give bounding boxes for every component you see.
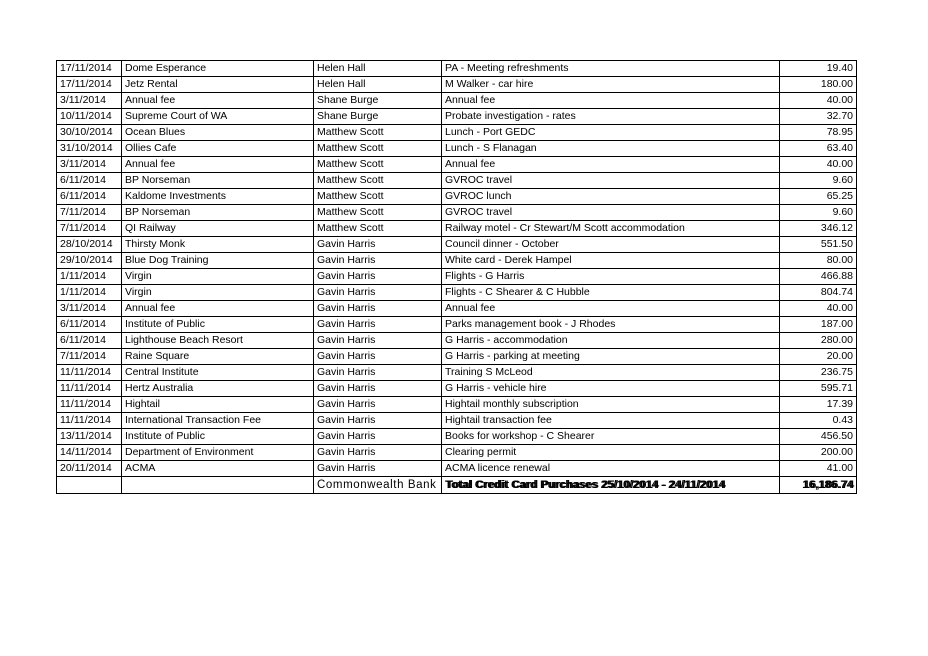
table-row — [57, 237, 857, 253]
date-cell: 29/10/2014 — [57, 253, 122, 269]
cardholder-cell: Matthew Scott — [314, 173, 442, 189]
description-cell: Probate investigation - rates — [442, 109, 780, 125]
cardholder-cell: Gavin Harris — [314, 301, 442, 317]
cardholder-cell: Gavin Harris — [314, 365, 442, 381]
table-body — [57, 61, 857, 494]
total-label-cell: Total Credit Card Purchases 25/10/2014 - 24/11/2014 — [442, 477, 780, 494]
amount-cell: 40.00 — [780, 301, 857, 317]
table-row — [57, 141, 857, 157]
description-cell: Annual fee — [442, 157, 780, 173]
table-row — [57, 301, 857, 317]
supplier-cell: Supreme Court of WA — [122, 109, 314, 125]
cardholder-cell: Gavin Harris — [314, 381, 442, 397]
amount-cell: 200.00 — [780, 445, 857, 461]
date-cell: 7/11/2014 — [57, 221, 122, 237]
supplier-cell: Institute of Public — [122, 429, 314, 445]
table-row — [57, 189, 857, 205]
supplier-cell: Annual fee — [122, 93, 314, 109]
date-cell: 1/11/2014 — [57, 269, 122, 285]
table-row — [57, 461, 857, 477]
description-cell: Parks management book - J Rhodes — [442, 317, 780, 333]
table-row — [57, 157, 857, 173]
table-row — [57, 109, 857, 125]
supplier-cell: Thirsty Monk — [122, 237, 314, 253]
table-row — [57, 317, 857, 333]
supplier-cell: Hightail — [122, 397, 314, 413]
date-cell: 20/11/2014 — [57, 461, 122, 477]
date-cell: 31/10/2014 — [57, 141, 122, 157]
credit-card-purchases-table — [56, 60, 857, 494]
supplier-cell: Annual fee — [122, 157, 314, 173]
cardholder-cell: Matthew Scott — [314, 189, 442, 205]
cardholder-cell: Matthew Scott — [314, 205, 442, 221]
date-cell: 11/11/2014 — [57, 381, 122, 397]
description-cell: White card - Derek Hampel — [442, 253, 780, 269]
table-row — [57, 365, 857, 381]
date-cell: 17/11/2014 — [57, 61, 122, 77]
amount-cell: 19.40 — [780, 61, 857, 77]
table-row — [57, 61, 857, 77]
cardholder-cell: Gavin Harris — [314, 413, 442, 429]
date-cell: 6/11/2014 — [57, 317, 122, 333]
total-row — [57, 477, 857, 494]
amount-cell: 466.88 — [780, 269, 857, 285]
amount-cell: 0.43 — [780, 413, 857, 429]
cardholder-cell: Matthew Scott — [314, 157, 442, 173]
cardholder-cell: Shane Burge — [314, 109, 442, 125]
table-row — [57, 333, 857, 349]
cardholder-cell: Gavin Harris — [314, 333, 442, 349]
date-cell: 11/11/2014 — [57, 397, 122, 413]
amount-cell: 63.40 — [780, 141, 857, 157]
description-cell: Lunch - Port GEDC — [442, 125, 780, 141]
amount-cell: 9.60 — [780, 173, 857, 189]
amount-cell: 236.75 — [780, 365, 857, 381]
supplier-cell: Dome Esperance — [122, 61, 314, 77]
description-cell: PA - Meeting refreshments — [442, 61, 780, 77]
amount-cell: 17.39 — [780, 397, 857, 413]
description-cell: Flights - C Shearer & C Hubble — [442, 285, 780, 301]
table-row — [57, 125, 857, 141]
amount-cell: 32.70 — [780, 109, 857, 125]
table-row — [57, 269, 857, 285]
total-date-cell — [57, 477, 122, 494]
cardholder-cell: Gavin Harris — [314, 253, 442, 269]
supplier-cell: Jetz Rental — [122, 77, 314, 93]
date-cell: 28/10/2014 — [57, 237, 122, 253]
cardholder-cell: Gavin Harris — [314, 397, 442, 413]
table-row — [57, 381, 857, 397]
date-cell: 10/11/2014 — [57, 109, 122, 125]
date-cell: 13/11/2014 — [57, 429, 122, 445]
cardholder-cell: Shane Burge — [314, 93, 442, 109]
amount-cell: 187.00 — [780, 317, 857, 333]
description-cell: G Harris - parking at meeting — [442, 349, 780, 365]
supplier-cell: QI Railway — [122, 221, 314, 237]
date-cell: 3/11/2014 — [57, 93, 122, 109]
amount-cell: 456.50 — [780, 429, 857, 445]
amount-cell: 180.00 — [780, 77, 857, 93]
table-row — [57, 285, 857, 301]
supplier-cell: Ollies Cafe — [122, 141, 314, 157]
date-cell: 7/11/2014 — [57, 205, 122, 221]
amount-cell: 80.00 — [780, 253, 857, 269]
cardholder-cell: Gavin Harris — [314, 269, 442, 285]
table-row — [57, 93, 857, 109]
description-cell: GVROC lunch — [442, 189, 780, 205]
cardholder-cell: Helen Hall — [314, 61, 442, 77]
date-cell: 30/10/2014 — [57, 125, 122, 141]
description-cell: Lunch - S Flanagan — [442, 141, 780, 157]
supplier-cell: Virgin — [122, 285, 314, 301]
supplier-cell: Central Institute — [122, 365, 314, 381]
bank-name-cell: Commonwealth Bank — [314, 477, 442, 494]
date-cell: 1/11/2014 — [57, 285, 122, 301]
cardholder-cell: Matthew Scott — [314, 221, 442, 237]
date-cell: 14/11/2014 — [57, 445, 122, 461]
date-cell: 6/11/2014 — [57, 333, 122, 349]
table-row — [57, 413, 857, 429]
description-cell: M Walker - car hire — [442, 77, 780, 93]
cardholder-cell: Gavin Harris — [314, 461, 442, 477]
date-cell: 7/11/2014 — [57, 349, 122, 365]
supplier-cell: Annual fee — [122, 301, 314, 317]
date-cell: 3/11/2014 — [57, 301, 122, 317]
amount-cell: 551.50 — [780, 237, 857, 253]
cardholder-cell: Gavin Harris — [314, 285, 442, 301]
amount-cell: 9.60 — [780, 205, 857, 221]
date-cell: 6/11/2014 — [57, 189, 122, 205]
description-cell: G Harris - vehicle hire — [442, 381, 780, 397]
amount-cell: 346.12 — [780, 221, 857, 237]
amount-cell: 65.25 — [780, 189, 857, 205]
supplier-cell: Lighthouse Beach Resort — [122, 333, 314, 349]
supplier-cell: BP Norseman — [122, 205, 314, 221]
cardholder-cell: Gavin Harris — [314, 429, 442, 445]
table-row — [57, 253, 857, 269]
description-cell: G Harris - accommodation — [442, 333, 780, 349]
description-cell: Annual fee — [442, 301, 780, 317]
table-row — [57, 445, 857, 461]
amount-cell: 40.00 — [780, 93, 857, 109]
cardholder-cell: Matthew Scott — [314, 141, 442, 157]
cardholder-cell: Gavin Harris — [314, 237, 442, 253]
date-cell: 3/11/2014 — [57, 157, 122, 173]
amount-cell: 40.00 — [780, 157, 857, 173]
table-row — [57, 173, 857, 189]
cardholder-cell: Gavin Harris — [314, 349, 442, 365]
table-row — [57, 77, 857, 93]
cardholder-cell: Gavin Harris — [314, 445, 442, 461]
date-cell: 6/11/2014 — [57, 173, 122, 189]
amount-cell: 280.00 — [780, 333, 857, 349]
description-cell: Training S McLeod — [442, 365, 780, 381]
table-row — [57, 221, 857, 237]
supplier-cell: Kaldome Investments — [122, 189, 314, 205]
description-cell: GVROC travel — [442, 173, 780, 189]
description-cell: Railway motel - Cr Stewart/M Scott accommodation — [442, 221, 780, 237]
description-cell: Books for workshop - C Shearer — [442, 429, 780, 445]
supplier-cell: Virgin — [122, 269, 314, 285]
cardholder-cell: Gavin Harris — [314, 317, 442, 333]
supplier-cell: Ocean Blues — [122, 125, 314, 141]
amount-cell: 78.95 — [780, 125, 857, 141]
description-cell: Council dinner - October — [442, 237, 780, 253]
date-cell: 11/11/2014 — [57, 365, 122, 381]
table-row — [57, 205, 857, 221]
description-cell: Annual fee — [442, 93, 780, 109]
supplier-cell: International Transaction Fee — [122, 413, 314, 429]
description-cell: ACMA licence renewal — [442, 461, 780, 477]
table-row — [57, 397, 857, 413]
description-cell: Hightail monthly subscription — [442, 397, 780, 413]
table-row — [57, 349, 857, 365]
date-cell: 17/11/2014 — [57, 77, 122, 93]
supplier-cell: Institute of Public — [122, 317, 314, 333]
table-row — [57, 429, 857, 445]
amount-cell: 595.71 — [780, 381, 857, 397]
total-amount-cell: 16,186.74 — [780, 477, 857, 494]
total-supplier-cell — [122, 477, 314, 494]
description-cell: Flights - G Harris — [442, 269, 780, 285]
amount-cell: 41.00 — [780, 461, 857, 477]
amount-cell: 804.74 — [780, 285, 857, 301]
supplier-cell: ACMA — [122, 461, 314, 477]
description-cell: GVROC travel — [442, 205, 780, 221]
amount-cell: 20.00 — [780, 349, 857, 365]
cardholder-cell: Matthew Scott — [314, 125, 442, 141]
supplier-cell: Blue Dog Training — [122, 253, 314, 269]
supplier-cell: BP Norseman — [122, 173, 314, 189]
date-cell: 11/11/2014 — [57, 413, 122, 429]
description-cell: Hightail transaction fee — [442, 413, 780, 429]
supplier-cell: Department of Environment — [122, 445, 314, 461]
description-cell: Clearing permit — [442, 445, 780, 461]
cardholder-cell: Helen Hall — [314, 77, 442, 93]
supplier-cell: Hertz Australia — [122, 381, 314, 397]
supplier-cell: Raine Square — [122, 349, 314, 365]
